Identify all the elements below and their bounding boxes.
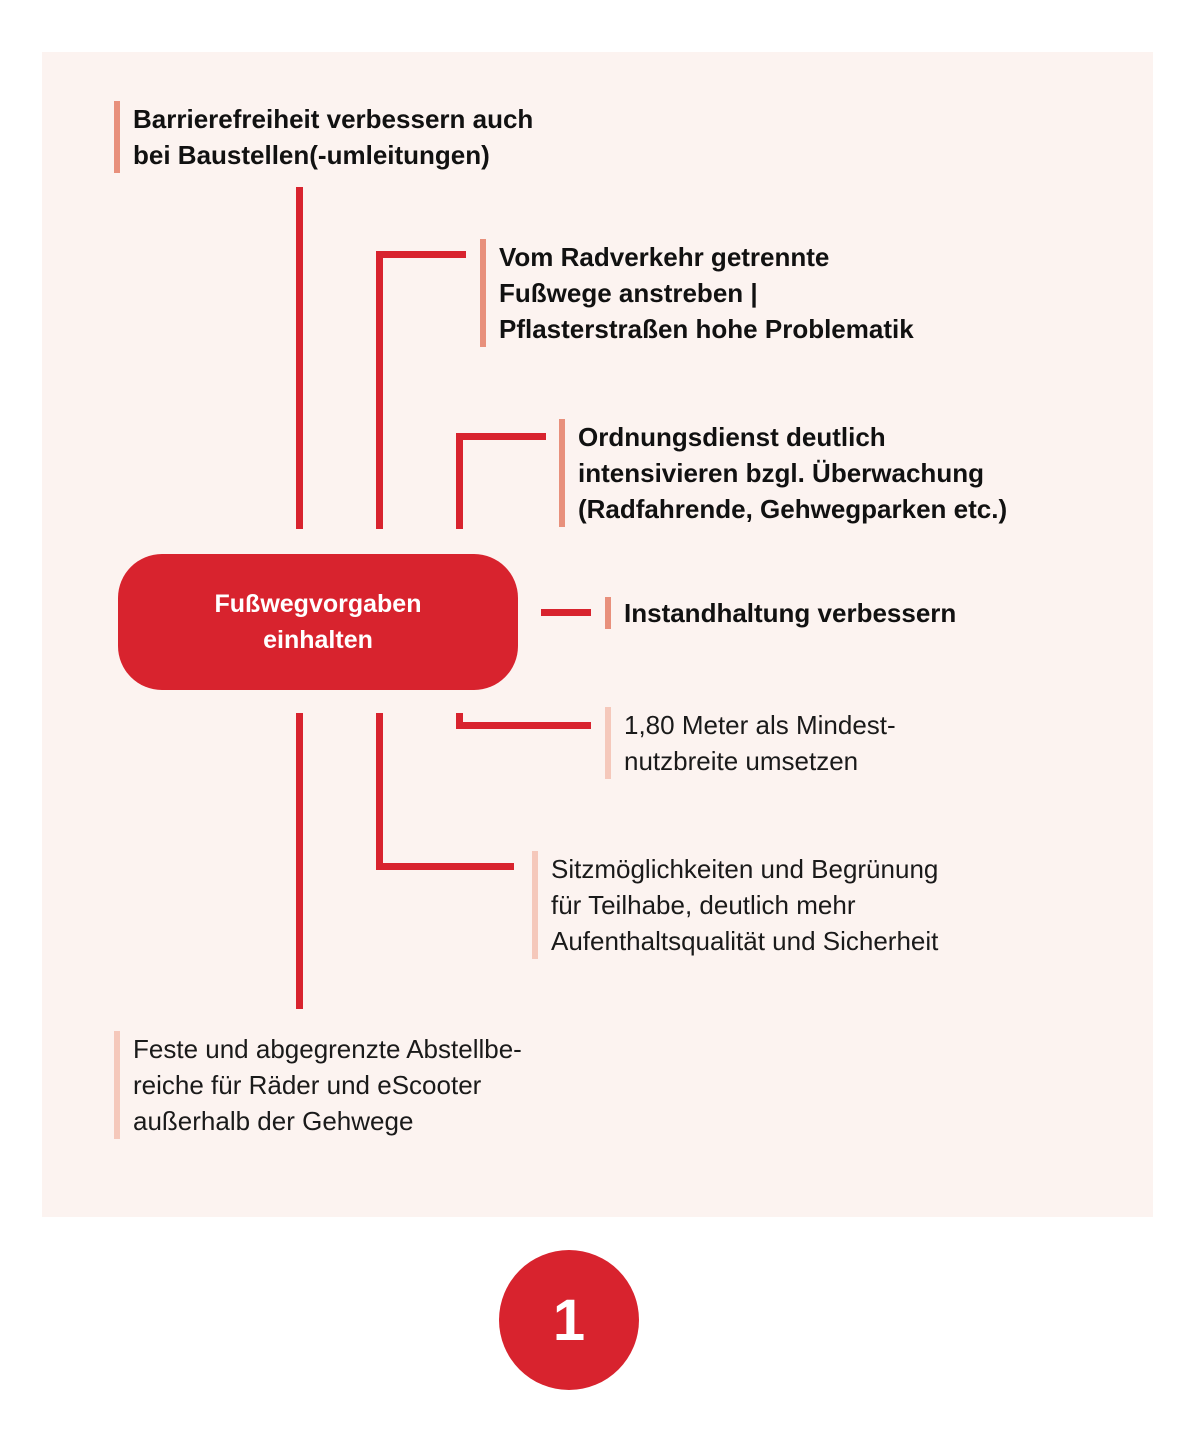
note-line: Sitzmöglichkeiten und Begrünung	[551, 854, 939, 884]
note-line: (Radfahrende, Gehwegparken etc.)	[578, 494, 1008, 524]
note-line: Ordnungsdienst deutlich	[578, 422, 886, 452]
note-radverkehr	[480, 239, 914, 347]
connector-mindestbreite-horizontal	[456, 722, 591, 729]
note-abstellbereiche	[114, 1031, 522, 1139]
note-barrierefreiheit	[114, 101, 533, 173]
number-badge	[499, 1250, 639, 1390]
badge-number: 1	[552, 1287, 586, 1353]
note-line: Pflasterstraßen hohe Problematik	[499, 314, 914, 344]
hub-label	[168, 586, 468, 658]
note-line: Instandhaltung verbessern	[624, 598, 957, 628]
hub-label-line: Fußwegvorgaben	[214, 590, 422, 618]
connector-abstellbereiche	[296, 713, 303, 1009]
connector-instandhaltung	[541, 609, 591, 616]
connector-barrierefreiheit	[296, 187, 303, 529]
hub-node	[118, 554, 518, 690]
note-line: 1,80 Meter als Mindest-	[624, 710, 896, 740]
connector-radverkehr-vertical	[376, 251, 383, 529]
note-sitzmoeglichkeiten	[532, 851, 938, 959]
connector-radverkehr-horizontal	[376, 251, 466, 258]
note-line: reiche für Räder und eScooter	[133, 1070, 482, 1100]
hub-label-line: einhalten	[263, 626, 373, 654]
note-line: Barrierefreiheit verbessern auch	[133, 104, 534, 134]
note-line: intensivieren bzgl. Überwachung	[578, 458, 984, 488]
note-ordnungsdienst	[559, 419, 1007, 527]
connector-sitzmoeglichkeiten-vertical	[376, 713, 383, 870]
connector-sitzmoeglichkeiten-horizontal	[376, 863, 514, 870]
note-line: Aufenthaltsqualität und Sicherheit	[551, 926, 939, 956]
connector-ordnungsdienst-vertical	[456, 433, 463, 529]
note-line: außerhalb der Gehwege	[133, 1106, 414, 1136]
note-instandhaltung	[605, 597, 956, 629]
note-line: bei Baustellen(-umleitungen)	[133, 140, 490, 170]
note-line: Vom Radverkehr getrennte	[499, 242, 830, 272]
note-line: nutzbreite umsetzen	[624, 746, 859, 776]
note-line: für Teilhabe, deutlich mehr	[551, 890, 856, 920]
note-line: Fußwege anstreben |	[499, 278, 758, 308]
connector-ordnungsdienst-horizontal	[456, 433, 546, 440]
note-line: Feste und abgegrenzte Abstellbe-	[133, 1034, 522, 1064]
note-mindestbreite	[605, 707, 896, 779]
